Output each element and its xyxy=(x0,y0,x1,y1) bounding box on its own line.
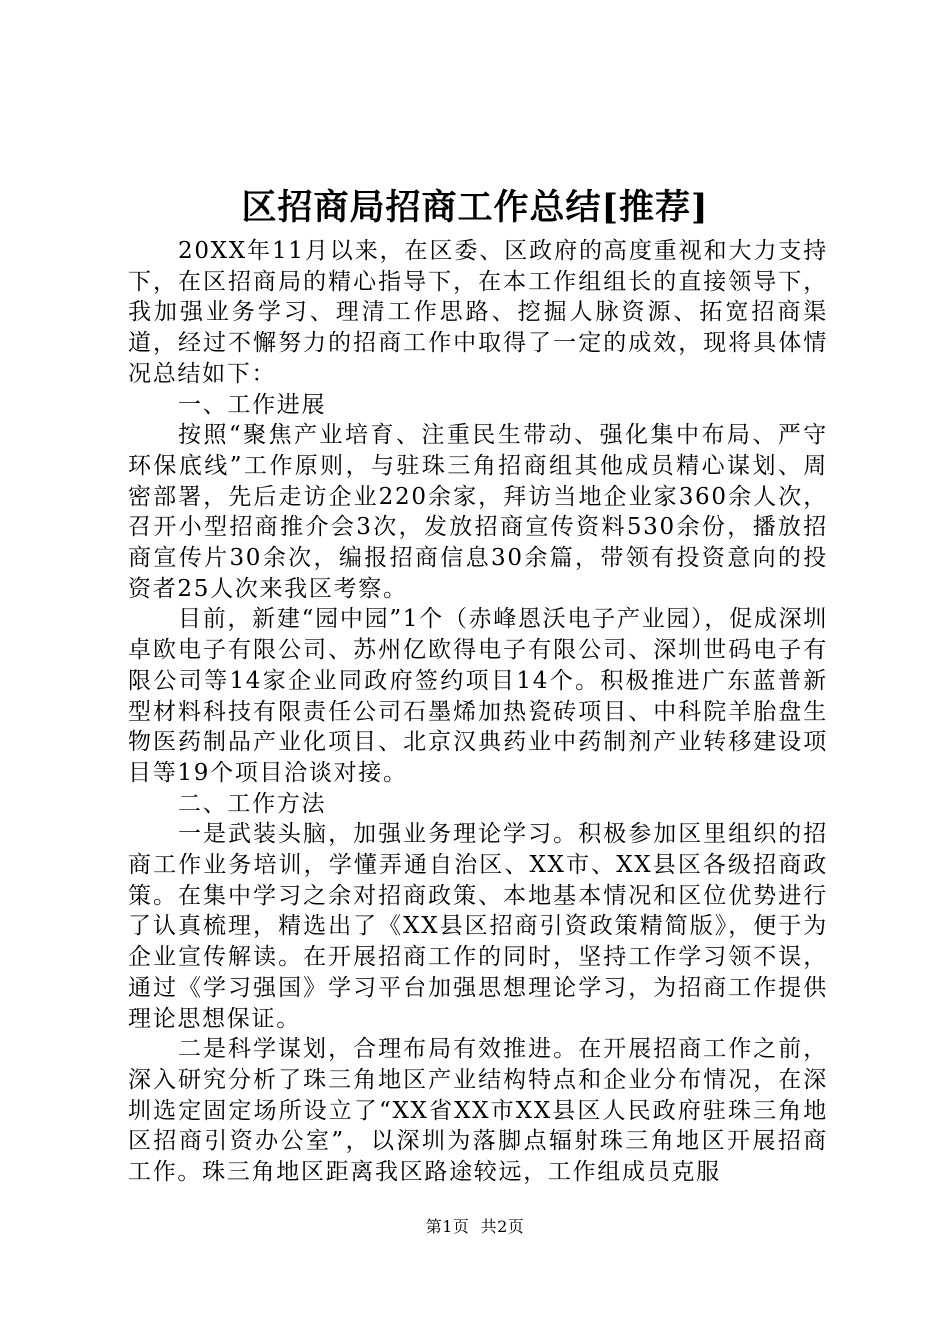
page-footer xyxy=(0,1217,950,1237)
method-two-paragraph: 二是科学谋划，合理布局有效推进。在开展招商工作之前，深入研究分析了珠三角地区产业结构特点和企业分布情况，在深圳选定固定场所设立了“XX省XX市XX县区人民政府驻珠三角地区招商引资办公室”，以深圳为落脚点辐射珠三角地区开展招商工作。珠三角地区距离我区路途较远，工作组成员克服 xyxy=(128,1036,828,1186)
document-body xyxy=(128,236,828,1188)
section-heading-progress: 一、工作进展 xyxy=(178,391,327,418)
page-number: 第1页 xyxy=(425,1217,470,1236)
document-title: 区招商局招商工作总结[推荐] xyxy=(241,187,709,228)
method-one-paragraph: 一是武装头脑，加强业务理论学习。积极参加区里组织的招商工作业务培训，学懂弄通自治区、XX市、XX县区各级招商政策。在集中学习之余对招商政策、本地基本情况和区位优势进行了认真梳理，精选出了《XX县区招商引资政策精简版》，便于为企业宣传解读。在开展招商工作的同时，坚持工作学习领不误，通过《学习强国》学习平台加强思想理论学习，为招商工作提供理论思想保证。 xyxy=(128,821,828,1032)
current-status-paragraph: 目前，新建“园中园”1个（赤峰恩沃电子产业园），促成深圳卓欧电子有限公司、苏州亿欧得电子有限公司、深圳世码电子有限公司等14家企业同政府签约项目14个。积极推进广东蓝普新型材料科技有限责任公司石墨烯加热瓷砖项目、中科院羊胎盘生物医药制品产业化项目、北京汉典药业中药制剂产业转移建设项目等19个项目洽谈对接。 xyxy=(128,606,828,786)
progress-paragraph: 按照“聚焦产业培育、注重民生带动、强化集中布局、严守环保底线”工作原则，与驻珠三角招商组其他成员精心谋划、周密部署，先后走访企业220余家，拜访当地企业家360余人次，召开小型招商推介会3次，发放招商宣传资料530余份，播放招商宣传片30余次，编报招商信息30余篇，带领有投资意向的投资者25人次来我区考察。 xyxy=(128,422,828,602)
intro-paragraph: 20XX年11月以来，在区委、区政府的高度重视和大力支持下，在区招商局的精心指导下，在本工作组组长的直接领导下，我加强业务学习、理清工作思路、挖掘人脉资源、拓宽招商渠道，经过不懈努力的招商工作中取得了一定的成效，现将具体情况总结如下： xyxy=(128,238,828,387)
page-total: 共2页 xyxy=(480,1217,525,1236)
section-heading-methods: 二、工作方法 xyxy=(178,790,327,817)
